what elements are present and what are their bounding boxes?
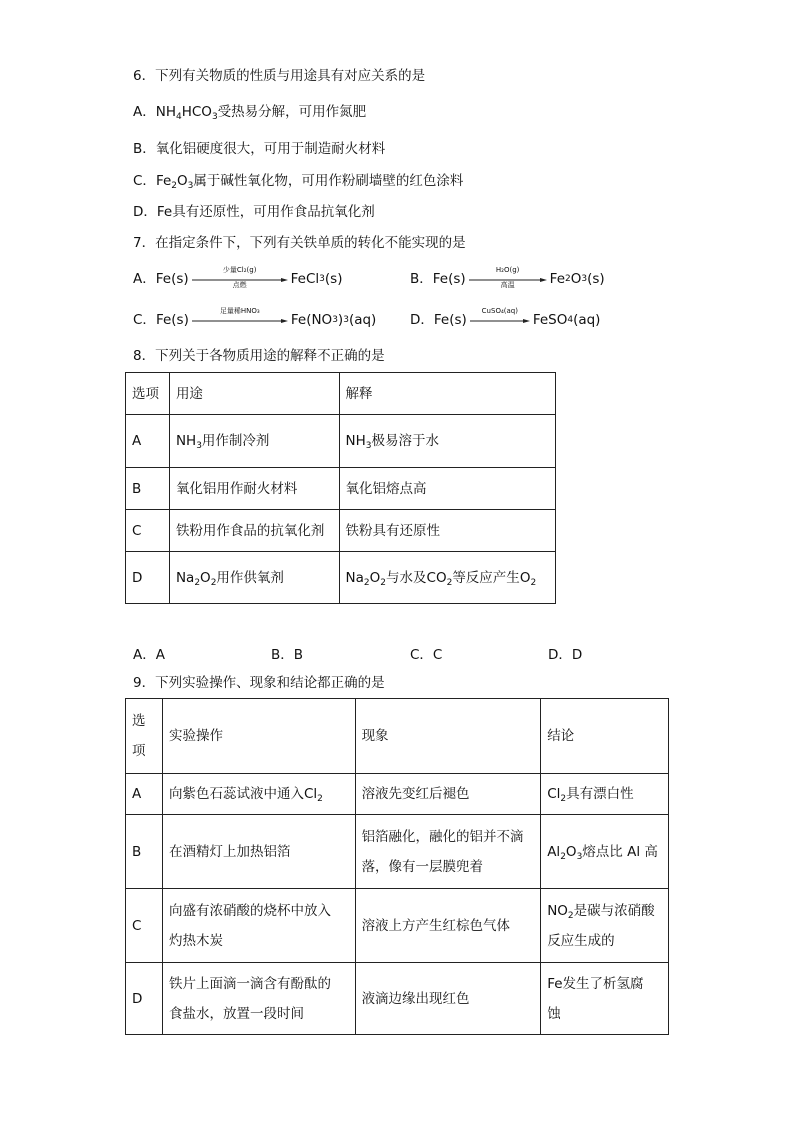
table-header-row <box>126 373 556 415</box>
table-cell: $Al_2O_3$熔点比 Al 高 <box>541 815 669 889</box>
table-row <box>126 815 669 889</box>
table-cell: 向盛有浓硝酸的烧杯中放入 灼热木炭 <box>162 889 355 963</box>
table-row <box>126 889 669 963</box>
table-cell: $NH_3$极易溶于水 <box>339 415 555 468</box>
table-cell: $Na_2O_2$用作供氧剂 <box>169 552 339 604</box>
table-cell: 氧化铝熔点高 <box>339 468 555 510</box>
table-cell: C <box>126 889 163 963</box>
table-cell: 向紫色石蕊试液中通入$Cl_2$ <box>162 774 355 815</box>
table-cell: 铝箔融化，融化的铝并不滴 落，像有一层膜兜着 <box>355 815 541 889</box>
q9-table <box>125 698 669 1035</box>
table-header-row <box>126 699 669 774</box>
q6-option-b: B．氧化铝硬度很大，可用于制造耐火材料 <box>133 141 386 157</box>
reaction-arrow: 足量稀HNO₃ <box>192 311 288 329</box>
choice-b[interactable]: B．B <box>271 647 304 663</box>
table-cell: D <box>126 552 170 604</box>
q6-option-c: C．$Fe_2O_3$属于碱性氧化物，可用作粉刷墙壁的红色涂料 <box>133 173 464 191</box>
q7-stem: 7．在指定条件下，下列有关铁单质的转化不能实现的是 <box>133 235 466 251</box>
q7-option-d: D． Fe(s) CuSO₄(aq) FeSO 4 (aq) <box>410 307 601 328</box>
q9-stem: 9．下列实验操作、现象和结论都正确的是 <box>133 675 385 691</box>
table-row <box>126 963 669 1035</box>
q6-option-d: D．Fe具有还原性，可用作食品抗氧化剂 <box>133 204 375 220</box>
q8-table <box>125 372 556 604</box>
table-cell: D <box>126 963 163 1035</box>
table-header-cell: 用途 <box>169 373 339 415</box>
table-row <box>126 552 556 604</box>
table-cell: B <box>126 815 163 889</box>
table-header-cell: 解释 <box>339 373 555 415</box>
table-cell: 氧化铝用作耐火材料 <box>169 468 339 510</box>
table-cell: 铁片上面滴一滴含有酚酞的 食盐水，放置一段时间 <box>162 963 355 1035</box>
table-cell: 液滴边缘出现红色 <box>355 963 541 1035</box>
q7-option-b: B． Fe(s) H₂O(g) 高温 Fe 2 O 3 (s) <box>410 266 605 289</box>
table-cell: 铁粉具有还原性 <box>339 510 555 552</box>
table-row <box>126 510 556 552</box>
choice-a[interactable]: A．A <box>133 647 165 663</box>
table-cell: $Na_2O_2$与水及$CO_2$等反应产生$O_2$ <box>339 552 555 604</box>
q8-stem: 8．下列关于各物质用途的解释不正确的是 <box>133 348 385 364</box>
table-cell: $Cl_2$具有漂白性 <box>541 774 669 815</box>
reaction-arrow: 少量Cl₂(g) 点燃 <box>192 270 288 288</box>
table-cell: Fe发生了析氢腐 蚀 <box>541 963 669 1035</box>
table-cell: 溶液先变红后褪色 <box>355 774 541 815</box>
table-cell: $NO_2$是碳与浓硝酸 反应生成的 <box>541 889 669 963</box>
table-cell: 铁粉用作食品的抗氧化剂 <box>169 510 339 552</box>
table-header-cell: 现象 <box>355 699 541 774</box>
table-row <box>126 774 669 815</box>
table-cell: A <box>126 415 170 468</box>
table-cell: C <box>126 510 170 552</box>
table-cell: 在酒精灯上加热铝箔 <box>162 815 355 889</box>
table-header-cell: 选 项 <box>126 699 163 774</box>
q7-option-a: A． Fe(s) 少量Cl₂(g) 点燃 FeCl 3 (s) <box>133 266 343 289</box>
table-cell: A <box>126 774 163 815</box>
q6-option-a: A．$NH_4HCO_3$受热易分解，可用作氮肥 <box>133 104 367 122</box>
table-cell: $NH_3$用作制冷剂 <box>169 415 339 468</box>
table-row <box>126 415 556 468</box>
reaction-arrow: H₂O(g) 高温 <box>469 270 547 288</box>
q6-stem: 6．下列有关物质的性质与用途具有对应关系的是 <box>133 68 426 84</box>
choice-d[interactable]: D．D <box>548 647 583 663</box>
table-header-cell: 选项 <box>126 373 170 415</box>
table-row <box>126 468 556 510</box>
reaction-arrow: CuSO₄(aq) <box>470 311 530 329</box>
table-header-cell: 结论 <box>541 699 669 774</box>
table-cell: B <box>126 468 170 510</box>
choice-c[interactable]: C．C <box>410 647 443 663</box>
table-header-cell: 实验操作 <box>162 699 355 774</box>
q7-option-c: C． Fe(s) 足量稀HNO₃ Fe (NO 3 ) 3 (aq) <box>133 307 377 328</box>
q8-choices <box>133 643 693 661</box>
table-cell: 溶液上方产生红棕色气体 <box>355 889 541 963</box>
